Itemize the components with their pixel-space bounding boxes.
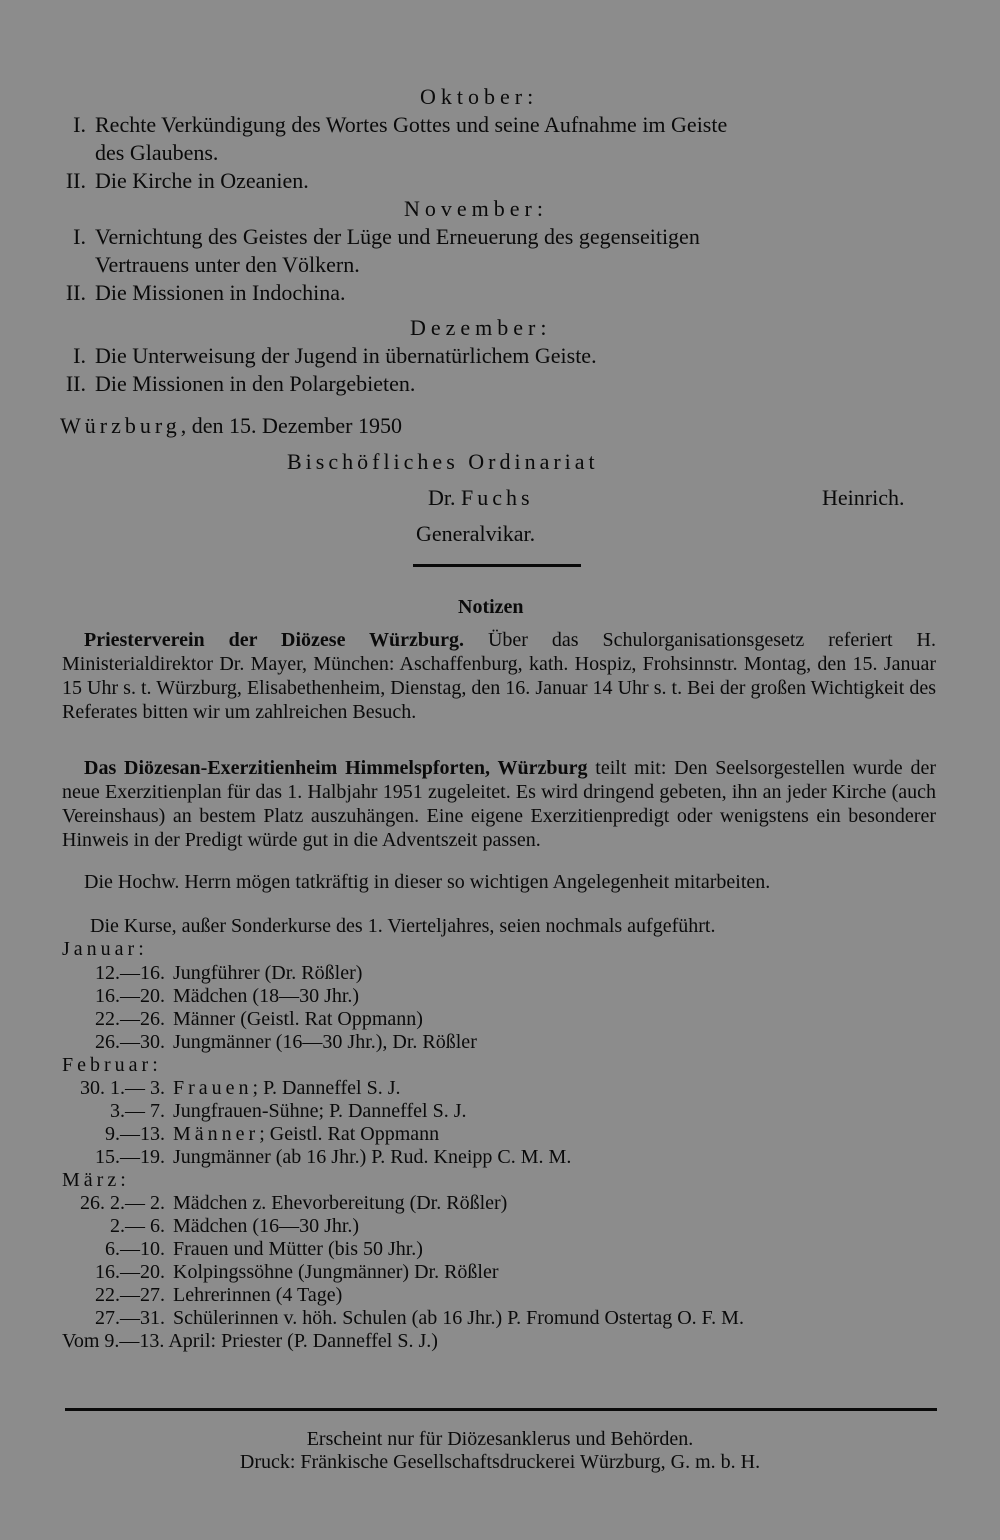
course-name: Jungmänner (ab 16 Jhr.) P. Rud. Kneipp C. M. M. bbox=[173, 1146, 572, 1168]
course-name-spaced: Frauen bbox=[173, 1077, 253, 1099]
office-name: Bischöfliches Ordinariat bbox=[287, 449, 599, 474]
course-name bbox=[173, 1077, 401, 1100]
course-dates: 16.—20. bbox=[95, 1261, 165, 1283]
date-text: , den 15. Dezember 1950 bbox=[180, 413, 402, 438]
topic-number: II. bbox=[65, 371, 86, 396]
topic-number: I. bbox=[73, 112, 86, 137]
paragraph-lead: Das Diözesan-Exerzitienheim Himmelspforten, Würzburg bbox=[84, 757, 588, 779]
topic-list-oktober bbox=[0, 112, 1000, 192]
course-dates: 22.—26. bbox=[95, 1008, 165, 1030]
course-name: Kolpingssöhne (Jungmänner) Dr. Rößler bbox=[173, 1261, 499, 1283]
course-dates: 2.— 6. bbox=[110, 1215, 165, 1237]
course-name: Mädchen (18—30 Jhr.) bbox=[173, 985, 360, 1007]
course-name: Schülerinnen v. höh. Schulen (ab 16 Jhr.) P. Fromund Ostertag O. F. M. bbox=[173, 1307, 744, 1329]
course-name bbox=[173, 1123, 439, 1146]
schedule-month-februar: Februar: bbox=[62, 1054, 162, 1076]
paragraph-body: Über das Schulorganisationsgesetz referiert H. Ministerialdirektor Dr. Mayer, München: Aschaffenburg, kath. Hospiz, Frohsinnstr. Montag, den 15. Januar 15 Uhr s. t. Würzburg, Elisabethenheim, Dienstag, den 16. Januar 14 Uhr s. t. Bei der großen Wichtigkeit des Referates bitten wir um zahlreichen Besuch. bbox=[62, 629, 936, 723]
schedule-month-maerz: März: bbox=[62, 1169, 130, 1191]
place-name: Würzburg bbox=[60, 413, 181, 438]
month-heading-dezember: Dezember: bbox=[410, 315, 552, 340]
course-name: Frauen und Mütter (bis 50 Jhr.) bbox=[173, 1238, 423, 1260]
topic-text: Die Unterweisung der Jugend in übernatürlichem Geiste. bbox=[95, 343, 597, 368]
topic-text: Rechte Verkündigung des Wortes Gottes und seine Aufnahme im Geiste bbox=[95, 112, 728, 137]
course-name: Jungfrauen-Sühne; P. Danneffel S. J. bbox=[173, 1100, 467, 1122]
paragraph-appeal: Die Hochw. Herrn mögen tatkräftig in dieser so wichtigen Angelegenheit mitarbeiten. bbox=[84, 871, 771, 893]
course-name: Männer (Geistl. Rat Oppmann) bbox=[173, 1008, 423, 1030]
course-name-spaced: Männer bbox=[173, 1123, 260, 1145]
month-heading-oktober: Oktober: bbox=[420, 84, 539, 109]
topic-list-november bbox=[0, 224, 1000, 304]
schedule-month-januar: Januar: bbox=[62, 938, 148, 960]
signatory-title: Dr. bbox=[428, 485, 456, 510]
topic-number: I. bbox=[73, 343, 86, 368]
course-dates: 26. 2.— 2. bbox=[80, 1192, 165, 1214]
footer-printer-note: Druck: Fränkische Gesellschaftsdruckerei Würzburg, G. m. b. H. bbox=[239, 1451, 761, 1473]
paragraph-body: teilt mit: Den Seelsorgestellen wurde der neue Exerzitienplan für das 1. Halbjahr 1951 zugeleitet. Es wird dringend gebeten, ihn an jeder Kirche (auch Vereinshaus) an bestem Platz auszuhängen. Eine eigene Exerzitienpredigt oder wenigstens ein besonderer Hinweis in der Predigt würde gut in die Adventszeit passen. bbox=[62, 757, 936, 851]
section-divider bbox=[413, 564, 581, 567]
footer-distribution-note: Erscheint nur für Diözesanklerus und Behörden. bbox=[306, 1428, 694, 1450]
course-name: Mädchen z. Ehevorbereitung (Dr. Rößler) bbox=[173, 1192, 508, 1214]
paragraph-exerzitienheim bbox=[62, 756, 936, 852]
course-name-rest: ; Geistl. Rat Oppmann bbox=[259, 1123, 440, 1145]
topic-list-dezember bbox=[0, 343, 1000, 399]
topic-number: I. bbox=[73, 224, 86, 249]
signatory-position: Generalvikar. bbox=[416, 521, 536, 546]
topic-text: Vernichtung des Geistes der Lüge und Erneuerung des gegenseitigen bbox=[95, 224, 700, 249]
dateline bbox=[60, 413, 402, 439]
paragraph-priesterverein bbox=[62, 628, 936, 724]
course-dates: 15.—19. bbox=[95, 1146, 165, 1168]
topic-number: II. bbox=[65, 168, 86, 193]
signatory-surname: Fuchs bbox=[461, 485, 534, 510]
course-name: Jungführer (Dr. Rößler) bbox=[173, 962, 363, 984]
signatory-firstname: Heinrich. bbox=[822, 485, 905, 510]
course-april-priests: Vom 9.—13. April: Priester (P. Danneffel S. J.) bbox=[62, 1330, 438, 1352]
course-dates: 27.—31. bbox=[95, 1307, 165, 1329]
topic-number: II. bbox=[65, 280, 86, 305]
course-dates: 16.—20. bbox=[95, 985, 165, 1007]
month-heading-november: November: bbox=[404, 196, 548, 221]
course-schedule bbox=[0, 938, 1000, 1358]
course-dates: 22.—27. bbox=[95, 1284, 165, 1306]
course-name: Lehrerinnen (4 Tage) bbox=[173, 1284, 343, 1306]
course-dates: 6.—10. bbox=[105, 1238, 165, 1260]
course-name: Mädchen (16—30 Jhr.) bbox=[173, 1215, 360, 1237]
course-dates: 30. 1.— 3. bbox=[80, 1077, 165, 1099]
topic-text-cont: des Glaubens. bbox=[95, 140, 219, 165]
course-dates: 9.—13. bbox=[105, 1123, 165, 1145]
topic-text-cont: Vertrauens unter den Völkern. bbox=[95, 252, 360, 277]
course-name-rest: ; P. Danneffel S. J. bbox=[252, 1077, 401, 1099]
paragraph-courses-intro: Die Kurse, außer Sonderkurse des 1. Vierteljahres, seien nochmals aufgeführt. bbox=[90, 915, 716, 937]
course-dates: 3.— 7. bbox=[110, 1100, 165, 1122]
paragraph-lead: Priesterverein der Diözese Würzburg. bbox=[84, 629, 465, 651]
topic-text: Die Kirche in Ozeanien. bbox=[95, 168, 309, 193]
signatory-name bbox=[428, 485, 534, 511]
course-dates: 26.—30. bbox=[95, 1031, 165, 1053]
notizen-heading: Notizen bbox=[458, 596, 524, 618]
topic-text: Die Missionen in Indochina. bbox=[95, 280, 346, 305]
footer-divider bbox=[65, 1408, 937, 1411]
topic-text: Die Missionen in den Polargebieten. bbox=[95, 371, 416, 396]
course-dates: 12.—16. bbox=[95, 962, 165, 984]
course-name: Jungmänner (16—30 Jhr.), Dr. Rößler bbox=[173, 1031, 477, 1053]
